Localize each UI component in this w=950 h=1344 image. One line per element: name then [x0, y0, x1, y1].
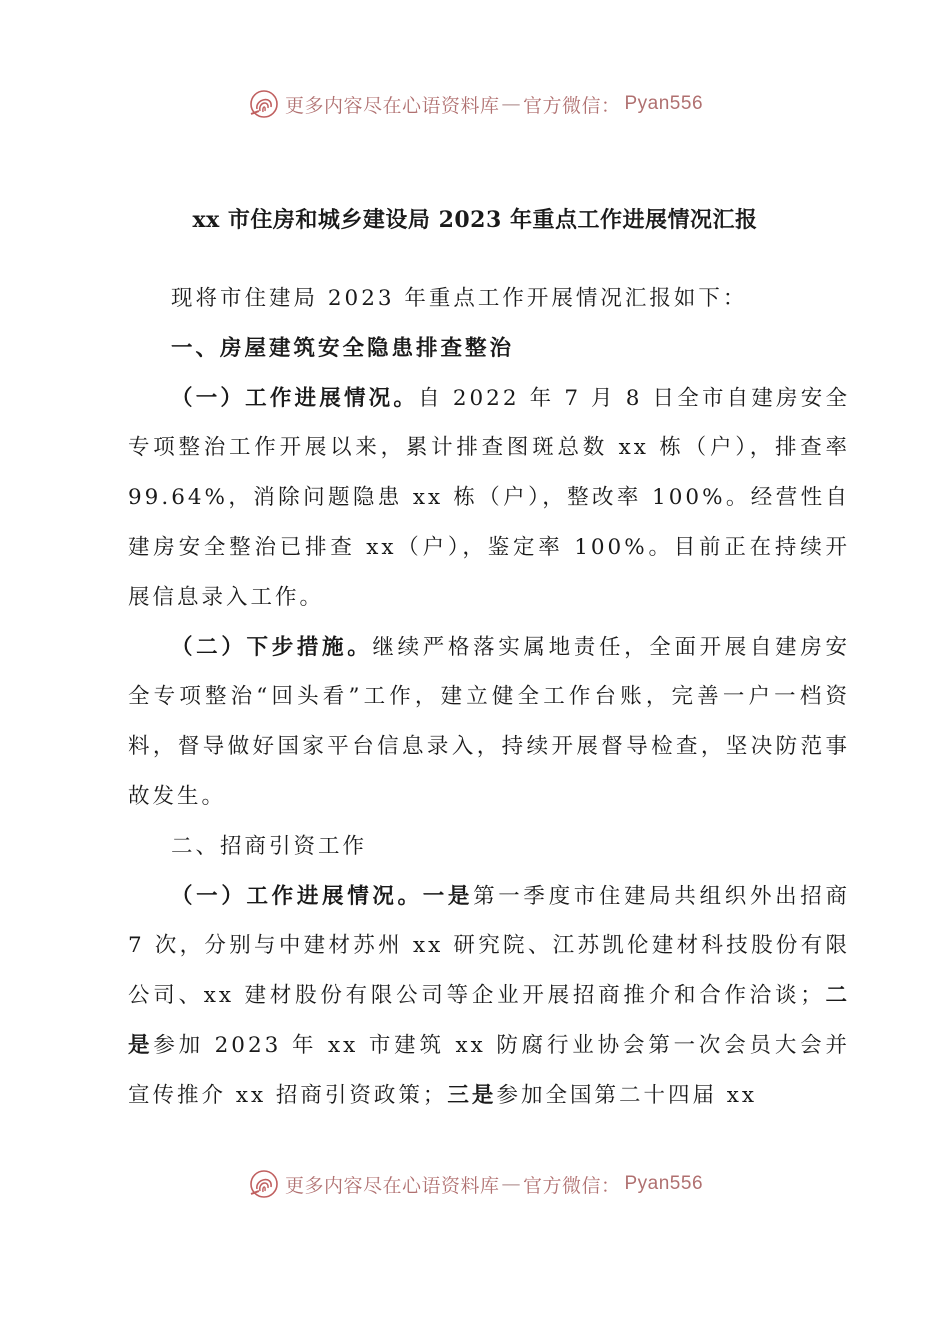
section2-heading: 二、招商引资工作: [171, 833, 368, 859]
watermark-wechat-id: Pyan556: [624, 93, 704, 114]
section1-p1-lead: （一）工作进展情况。: [171, 385, 419, 411]
watermark-banner-top: [0, 84, 950, 124]
section2-paragraph-1: [128, 872, 850, 1121]
section2-bold-1: 一是: [422, 883, 474, 909]
watermark-separator: —: [501, 1173, 521, 1195]
watermark-separator: —: [501, 93, 521, 115]
section2-text-2: 参加 2023 年 xx 市建筑 xx 防腐行业协会第一次会员大会并宣传推介 xx 招商引资政策；: [128, 1032, 850, 1108]
section1-p2-text: 继续严格落实属地责任，全面开展自建房安全专项整治“回头看”工作，建立健全工作台账，完善一户一档资料，督导做好国家平台信息录入，持续开展督导检查，坚决防范事故发生。: [128, 634, 850, 809]
section2-text-3: 参加全国第二十四届 xx: [496, 1082, 758, 1108]
fingerprint-logo-icon: [247, 1167, 281, 1201]
section1-p1-text: 自 2022 年 7 月 8 日全市自建房安全专项整治工作开展以来，累计排查图斑总数 xx 栋（户），排查率 99.64%，消除问题隐患 xx 栋（户），整改率 100%。经营性自建房安全整治已排查 xx（户），鉴定率 100%。目前正在持续开展信息录入工作。: [128, 385, 850, 610]
section1-heading: 一、房屋建筑安全隐患排查整治: [171, 335, 515, 361]
section1-paragraph-1: [128, 374, 850, 623]
watermark-brand: 更多内容尽在心语资料库: [284, 94, 500, 117]
document-title: xx 市住房和城乡建设局 2023 年重点工作进展情况汇报: [192, 207, 758, 233]
watermark-banner-bottom: [0, 1164, 950, 1204]
watermark-wechat-label: 官方微信：: [522, 1174, 621, 1197]
section1-p2-lead: （二）下步措施。: [171, 634, 373, 660]
watermark-brand: 更多内容尽在心语资料库: [284, 1174, 500, 1197]
document-body: [128, 274, 850, 1121]
section2-p1-lead: （一）工作进展情况。: [171, 883, 423, 909]
section2-text-1: 第一季度市住建局共组织外出招商 7 次，分别与中建材苏州 xx 研究院、江苏凯伦建材科技股份有限公司、xx 建材股份有限公司等企业开展招商推介和合作洽谈；: [128, 883, 850, 1009]
section2-bold-3: 三是: [447, 1082, 497, 1108]
watermark-wechat-id: Pyan556: [624, 1173, 704, 1194]
intro-paragraph: 现将市住建局 2023 年重点工作开展情况汇报如下：: [171, 286, 748, 311]
section2-bold-2: 二是: [128, 983, 850, 1058]
fingerprint-logo-icon: [247, 87, 281, 121]
section1-paragraph-2: [128, 623, 850, 822]
watermark-wechat-label: 官方微信：: [522, 94, 621, 117]
